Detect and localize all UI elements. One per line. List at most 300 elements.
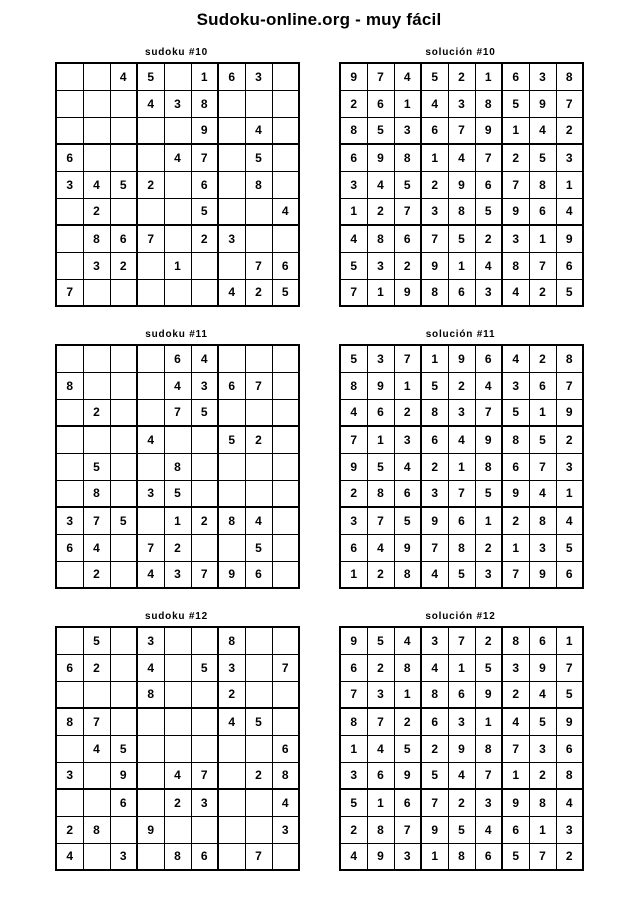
grid-row bbox=[340, 426, 583, 453]
grid-cell: 7 bbox=[502, 171, 529, 198]
grid-cell: 9 bbox=[529, 561, 556, 588]
grid-cell: 8 bbox=[272, 762, 299, 789]
grid-cell bbox=[272, 681, 299, 708]
grid-cell bbox=[164, 816, 191, 843]
grid-cell: 7 bbox=[529, 252, 556, 279]
grid-cell bbox=[137, 198, 164, 225]
grid-cell: 5 bbox=[340, 252, 367, 279]
grid-cell bbox=[218, 117, 245, 144]
grid-cell bbox=[137, 252, 164, 279]
grid-cell bbox=[137, 399, 164, 426]
grid-cell: 3 bbox=[529, 534, 556, 561]
grid-cell: 6 bbox=[556, 561, 583, 588]
grid-cell bbox=[164, 426, 191, 453]
grid-cell: 9 bbox=[394, 762, 421, 789]
grid-cell: 8 bbox=[367, 816, 394, 843]
grid-cell: 9 bbox=[448, 735, 475, 762]
grid-cell bbox=[245, 735, 272, 762]
grid-row bbox=[340, 480, 583, 507]
grid-cell: 5 bbox=[164, 480, 191, 507]
grid-cell bbox=[272, 144, 299, 171]
grid-cell: 3 bbox=[502, 372, 529, 399]
grid-cell: 3 bbox=[83, 252, 110, 279]
grid-cell: 3 bbox=[529, 735, 556, 762]
grid-cell bbox=[272, 534, 299, 561]
grid-cell: 8 bbox=[475, 90, 502, 117]
grid-cell: 8 bbox=[394, 561, 421, 588]
grid-cell: 3 bbox=[475, 561, 502, 588]
grid-cell: 8 bbox=[164, 453, 191, 480]
grid-cell: 5 bbox=[83, 453, 110, 480]
grid-cell bbox=[137, 345, 164, 372]
grid-cell: 1 bbox=[191, 63, 218, 90]
grid-cell: 1 bbox=[556, 480, 583, 507]
grid-row bbox=[340, 654, 583, 681]
grid-cell: 4 bbox=[529, 117, 556, 144]
grid-cell: 6 bbox=[421, 708, 448, 735]
grid-cell bbox=[218, 789, 245, 816]
grid-cell: 6 bbox=[502, 453, 529, 480]
grid-cell: 6 bbox=[502, 63, 529, 90]
grid-cell: 4 bbox=[367, 534, 394, 561]
grid-row bbox=[340, 762, 583, 789]
grid-cell: 7 bbox=[340, 681, 367, 708]
grid-cell: 7 bbox=[367, 708, 394, 735]
grid-cell: 6 bbox=[394, 480, 421, 507]
grid-cell: 5 bbox=[475, 480, 502, 507]
grid-cell bbox=[218, 735, 245, 762]
grid-cell bbox=[110, 534, 137, 561]
grid-cell: 2 bbox=[164, 534, 191, 561]
solution-grid bbox=[339, 62, 584, 307]
grid-cell: 2 bbox=[191, 225, 218, 252]
grid-cell: 4 bbox=[421, 90, 448, 117]
grid-cell: 1 bbox=[475, 507, 502, 534]
grid-cell bbox=[272, 453, 299, 480]
grid-cell: 5 bbox=[367, 627, 394, 654]
grid-cell: 3 bbox=[421, 480, 448, 507]
grid-cell bbox=[191, 681, 218, 708]
grid-cell bbox=[110, 654, 137, 681]
grid-cell: 3 bbox=[137, 480, 164, 507]
grid-cell: 2 bbox=[475, 627, 502, 654]
grid-cell: 3 bbox=[340, 171, 367, 198]
grid-cell: 2 bbox=[556, 117, 583, 144]
grid-cell: 1 bbox=[367, 426, 394, 453]
grid-cell: 5 bbox=[502, 90, 529, 117]
grid-cell: 4 bbox=[448, 762, 475, 789]
grid-cell: 5 bbox=[556, 534, 583, 561]
grid-cell: 4 bbox=[83, 534, 110, 561]
grid-cell: 6 bbox=[56, 144, 83, 171]
grid-cell: 5 bbox=[83, 627, 110, 654]
grid-cell: 9 bbox=[421, 816, 448, 843]
grid-cell bbox=[191, 627, 218, 654]
grid-cell: 2 bbox=[218, 681, 245, 708]
grid-cell: 7 bbox=[245, 372, 272, 399]
grid-cell bbox=[56, 90, 83, 117]
grid-cell: 9 bbox=[502, 480, 529, 507]
grid-cell: 1 bbox=[340, 198, 367, 225]
grid-cell: 4 bbox=[475, 372, 502, 399]
grid-cell: 2 bbox=[421, 735, 448, 762]
grid-cell: 1 bbox=[164, 252, 191, 279]
solution-grid bbox=[339, 344, 584, 589]
grid-cell: 5 bbox=[110, 507, 137, 534]
grid-cell bbox=[218, 534, 245, 561]
grid-cell bbox=[137, 789, 164, 816]
grid-row bbox=[340, 399, 583, 426]
grid-cell: 9 bbox=[502, 789, 529, 816]
grid-cell bbox=[191, 279, 218, 306]
grid-cell: 8 bbox=[191, 90, 218, 117]
grid-cell: 8 bbox=[218, 507, 245, 534]
grid-cell bbox=[110, 198, 137, 225]
grid-cell bbox=[56, 681, 83, 708]
grid-cell bbox=[164, 225, 191, 252]
grid-cell: 3 bbox=[529, 63, 556, 90]
grid-row bbox=[340, 372, 583, 399]
grid-cell: 4 bbox=[83, 735, 110, 762]
grid-cell: 6 bbox=[340, 654, 367, 681]
grid-cell: 7 bbox=[475, 144, 502, 171]
grid-cell bbox=[218, 480, 245, 507]
grid-cell: 8 bbox=[83, 816, 110, 843]
grid-row bbox=[56, 708, 299, 735]
grid-cell bbox=[56, 117, 83, 144]
grid-cell bbox=[56, 627, 83, 654]
grid-cell: 2 bbox=[83, 561, 110, 588]
grid-cell: 5 bbox=[502, 843, 529, 870]
grid-cell: 8 bbox=[394, 144, 421, 171]
puzzle-label: sudoku #10 bbox=[144, 47, 209, 58]
grid-cell: 2 bbox=[529, 279, 556, 306]
grid-cell: 5 bbox=[529, 708, 556, 735]
grid-row bbox=[56, 816, 299, 843]
grid-cell: 6 bbox=[367, 90, 394, 117]
solution-label: solución #11 bbox=[425, 329, 496, 340]
grid-cell: 9 bbox=[448, 171, 475, 198]
grid-cell: 8 bbox=[394, 654, 421, 681]
grid-cell: 7 bbox=[394, 198, 421, 225]
grid-cell: 1 bbox=[421, 843, 448, 870]
grid-cell: 1 bbox=[394, 90, 421, 117]
grid-cell bbox=[110, 627, 137, 654]
sudoku-grid bbox=[55, 62, 300, 307]
grid-cell: 3 bbox=[556, 144, 583, 171]
grid-cell: 2 bbox=[367, 561, 394, 588]
grid-cell bbox=[245, 816, 272, 843]
grid-cell: 5 bbox=[367, 117, 394, 144]
grid-cell: 3 bbox=[56, 762, 83, 789]
grid-cell: 9 bbox=[394, 534, 421, 561]
grid-row bbox=[340, 735, 583, 762]
grid-cell bbox=[164, 735, 191, 762]
grid-row bbox=[56, 627, 299, 654]
grid-cell: 7 bbox=[448, 480, 475, 507]
grid-cell: 6 bbox=[529, 198, 556, 225]
grid-cell: 5 bbox=[245, 534, 272, 561]
grid-cell bbox=[83, 345, 110, 372]
grid-cell: 6 bbox=[367, 399, 394, 426]
grid-cell bbox=[245, 90, 272, 117]
sudoku-grid bbox=[55, 344, 300, 589]
grid-cell bbox=[56, 789, 83, 816]
grid-cell: 7 bbox=[245, 252, 272, 279]
grid-cell bbox=[218, 453, 245, 480]
grid-cell bbox=[191, 252, 218, 279]
grid-cell: 3 bbox=[502, 654, 529, 681]
grid-row bbox=[340, 453, 583, 480]
grid-cell bbox=[137, 708, 164, 735]
grid-cell: 7 bbox=[137, 534, 164, 561]
grid-cell bbox=[218, 843, 245, 870]
grid-cell bbox=[218, 90, 245, 117]
grid-cell: 6 bbox=[272, 735, 299, 762]
grid-row bbox=[340, 252, 583, 279]
grid-cell bbox=[83, 426, 110, 453]
grid-row bbox=[340, 627, 583, 654]
grid-cell: 5 bbox=[529, 144, 556, 171]
grid-cell bbox=[272, 117, 299, 144]
grid-cell bbox=[218, 171, 245, 198]
grid-cell: 6 bbox=[394, 789, 421, 816]
grid-cell: 6 bbox=[475, 843, 502, 870]
grid-cell bbox=[110, 117, 137, 144]
grid-cell bbox=[272, 90, 299, 117]
grid-cell: 2 bbox=[394, 708, 421, 735]
grid-cell: 4 bbox=[191, 345, 218, 372]
grid-cell bbox=[218, 399, 245, 426]
grid-cell: 3 bbox=[340, 507, 367, 534]
grid-cell: 5 bbox=[340, 345, 367, 372]
grid-cell: 4 bbox=[367, 171, 394, 198]
grid-cell: 4 bbox=[218, 279, 245, 306]
grid-cell: 8 bbox=[529, 507, 556, 534]
grid-cell: 2 bbox=[56, 816, 83, 843]
grid-cell: 4 bbox=[394, 63, 421, 90]
grid-cell: 7 bbox=[502, 735, 529, 762]
grid-cell: 7 bbox=[394, 816, 421, 843]
grid-cell bbox=[272, 843, 299, 870]
grid-cell: 8 bbox=[502, 426, 529, 453]
grid-cell: 4 bbox=[448, 426, 475, 453]
grid-cell bbox=[83, 843, 110, 870]
grid-cell bbox=[56, 480, 83, 507]
grid-cell: 6 bbox=[421, 426, 448, 453]
grid-cell bbox=[218, 345, 245, 372]
grid-cell: 1 bbox=[448, 453, 475, 480]
grid-cell: 7 bbox=[421, 789, 448, 816]
grid-cell bbox=[191, 708, 218, 735]
grid-cell: 4 bbox=[502, 345, 529, 372]
grid-cell: 3 bbox=[421, 198, 448, 225]
grid-cell: 9 bbox=[502, 198, 529, 225]
grid-cell: 6 bbox=[556, 735, 583, 762]
grid-cell: 6 bbox=[110, 225, 137, 252]
grid-cell bbox=[83, 789, 110, 816]
grid-cell bbox=[56, 252, 83, 279]
grid-cell bbox=[56, 453, 83, 480]
grid-cell: 2 bbox=[502, 507, 529, 534]
grid-cell bbox=[245, 681, 272, 708]
grid-cell: 3 bbox=[340, 762, 367, 789]
grid-cell bbox=[56, 735, 83, 762]
grid-row bbox=[56, 480, 299, 507]
grid-cell: 3 bbox=[164, 561, 191, 588]
grid-cell bbox=[56, 198, 83, 225]
grid-cell: 4 bbox=[245, 117, 272, 144]
grid-cell bbox=[137, 735, 164, 762]
grid-cell: 8 bbox=[421, 681, 448, 708]
grid-cell: 4 bbox=[340, 225, 367, 252]
grid-cell bbox=[137, 507, 164, 534]
grid-cell: 5 bbox=[448, 816, 475, 843]
grid-cell: 2 bbox=[367, 198, 394, 225]
grid-cell bbox=[191, 426, 218, 453]
grid-cell: 1 bbox=[448, 654, 475, 681]
grid-cell: 8 bbox=[164, 843, 191, 870]
grid-cell: 1 bbox=[529, 399, 556, 426]
grid-cell: 4 bbox=[245, 507, 272, 534]
grid-cell: 9 bbox=[367, 144, 394, 171]
grid-cell bbox=[83, 279, 110, 306]
grid-cell: 5 bbox=[448, 561, 475, 588]
grid-row bbox=[56, 561, 299, 588]
grid-cell: 9 bbox=[340, 453, 367, 480]
grid-cell: 4 bbox=[394, 627, 421, 654]
grid-cell: 3 bbox=[475, 789, 502, 816]
grid-cell: 1 bbox=[502, 762, 529, 789]
grid-row bbox=[56, 426, 299, 453]
grid-cell: 5 bbox=[502, 399, 529, 426]
grid-row bbox=[56, 681, 299, 708]
grid-cell: 8 bbox=[340, 372, 367, 399]
solution-label: solución #12 bbox=[425, 611, 496, 622]
grid-cell bbox=[218, 816, 245, 843]
grid-cell: 4 bbox=[556, 198, 583, 225]
grid-cell bbox=[191, 816, 218, 843]
grid-cell bbox=[218, 198, 245, 225]
grid-cell bbox=[110, 345, 137, 372]
grid-row bbox=[56, 762, 299, 789]
grid-cell: 6 bbox=[502, 816, 529, 843]
grid-cell: 2 bbox=[164, 789, 191, 816]
grid-row bbox=[56, 399, 299, 426]
grid-cell: 9 bbox=[529, 654, 556, 681]
grid-cell: 4 bbox=[367, 735, 394, 762]
grid-cell: 8 bbox=[421, 399, 448, 426]
grid-cell: 5 bbox=[367, 453, 394, 480]
grid-cell: 3 bbox=[272, 816, 299, 843]
grid-cell bbox=[164, 279, 191, 306]
grid-cell bbox=[137, 372, 164, 399]
grid-cell: 5 bbox=[556, 279, 583, 306]
grid-cell: 4 bbox=[218, 708, 245, 735]
grid-cell: 6 bbox=[191, 843, 218, 870]
grid-cell: 9 bbox=[110, 762, 137, 789]
grid-row bbox=[56, 507, 299, 534]
grid-cell: 4 bbox=[529, 681, 556, 708]
puzzle-label: sudoku #11 bbox=[145, 329, 208, 340]
grid-cell: 2 bbox=[83, 654, 110, 681]
grid-cell bbox=[272, 507, 299, 534]
grid-cell: 4 bbox=[137, 654, 164, 681]
grid-cell bbox=[245, 198, 272, 225]
grid-cell: 9 bbox=[556, 225, 583, 252]
grid-row bbox=[56, 90, 299, 117]
grid-cell: 8 bbox=[502, 252, 529, 279]
grid-cell: 9 bbox=[367, 372, 394, 399]
grid-cell bbox=[272, 225, 299, 252]
grid-cell: 8 bbox=[556, 762, 583, 789]
grid-cell: 5 bbox=[245, 144, 272, 171]
grid-cell bbox=[137, 843, 164, 870]
grid-cell: 6 bbox=[56, 654, 83, 681]
grid-cell: 8 bbox=[421, 279, 448, 306]
grid-cell: 9 bbox=[421, 252, 448, 279]
page-title: Sudoku-online.org - muy fácil bbox=[196, 10, 442, 29]
grid-cell: 5 bbox=[421, 63, 448, 90]
grid-cell: 9 bbox=[475, 426, 502, 453]
grid-cell: 7 bbox=[191, 762, 218, 789]
grid-cell: 7 bbox=[529, 453, 556, 480]
grid-row bbox=[56, 654, 299, 681]
grid-cell: 3 bbox=[475, 279, 502, 306]
grid-cell: 1 bbox=[340, 735, 367, 762]
grid-row bbox=[340, 171, 583, 198]
grid-cell: 2 bbox=[340, 90, 367, 117]
grid-cell: 3 bbox=[556, 453, 583, 480]
grid-cell: 8 bbox=[367, 480, 394, 507]
grid-cell: 3 bbox=[218, 654, 245, 681]
grid-row bbox=[340, 708, 583, 735]
grid-cell bbox=[56, 345, 83, 372]
grid-cell bbox=[110, 453, 137, 480]
grid-cell: 3 bbox=[110, 843, 137, 870]
grid-cell: 2 bbox=[421, 171, 448, 198]
grid-cell: 6 bbox=[218, 63, 245, 90]
grid-cell: 4 bbox=[475, 816, 502, 843]
grid-row bbox=[56, 345, 299, 372]
grid-cell: 9 bbox=[137, 816, 164, 843]
grid-cell: 4 bbox=[56, 843, 83, 870]
grid-row bbox=[56, 171, 299, 198]
grid-cell bbox=[83, 681, 110, 708]
grid-cell: 2 bbox=[83, 399, 110, 426]
solution-label: solución #10 bbox=[425, 47, 496, 58]
puzzle-label: sudoku #12 bbox=[144, 611, 209, 622]
grid-cell: 1 bbox=[367, 789, 394, 816]
grid-cell: 5 bbox=[475, 198, 502, 225]
grid-cell: 7 bbox=[340, 426, 367, 453]
grid-cell: 5 bbox=[191, 654, 218, 681]
grid-cell: 8 bbox=[137, 681, 164, 708]
grid-cell: 1 bbox=[556, 627, 583, 654]
grid-row bbox=[56, 453, 299, 480]
grid-row bbox=[340, 345, 583, 372]
grid-cell bbox=[272, 561, 299, 588]
grid-cell: 5 bbox=[556, 681, 583, 708]
grid-cell: 6 bbox=[218, 372, 245, 399]
grid-cell: 2 bbox=[340, 480, 367, 507]
grid-cell bbox=[245, 789, 272, 816]
grid-cell: 2 bbox=[367, 654, 394, 681]
grid-cell: 6 bbox=[340, 534, 367, 561]
grid-cell bbox=[83, 90, 110, 117]
grid-row bbox=[340, 843, 583, 870]
grid-cell: 2 bbox=[394, 252, 421, 279]
